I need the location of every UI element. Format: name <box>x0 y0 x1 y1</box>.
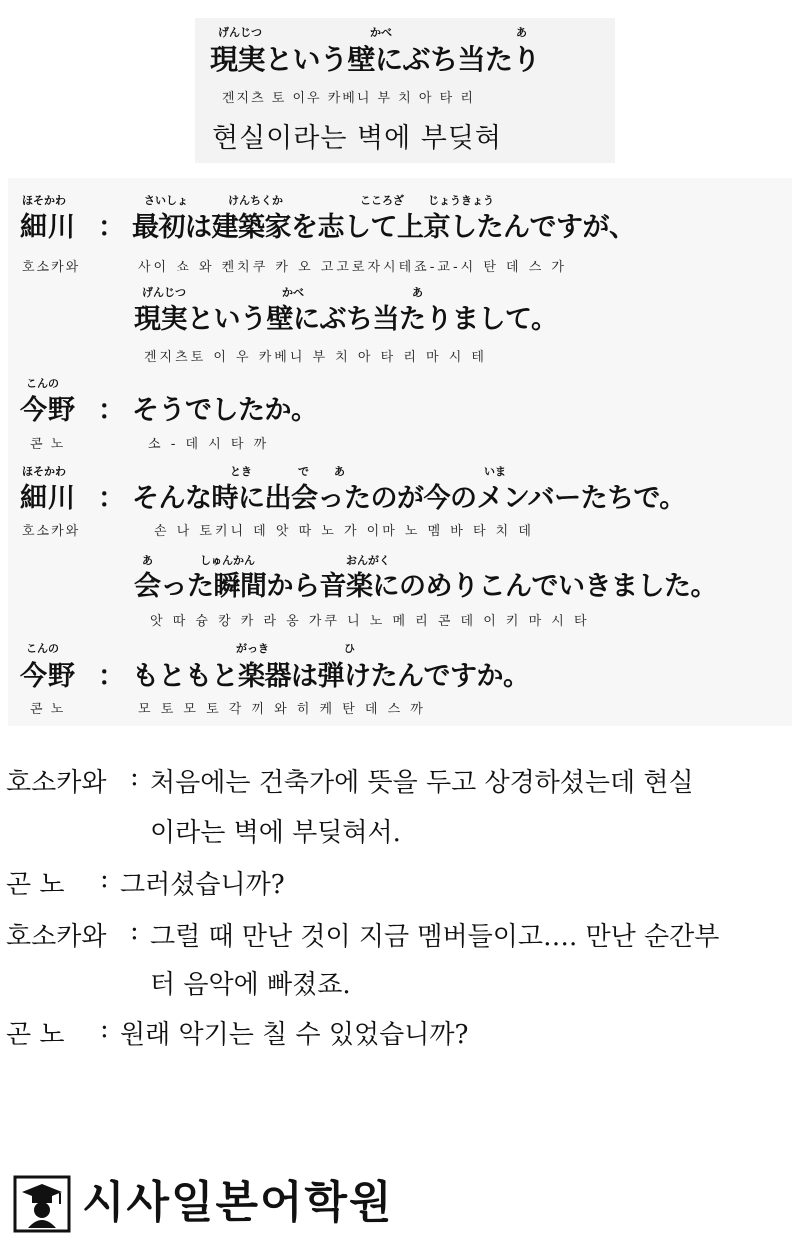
line-reading: 겐지츠토 이 우 카베니 부 치 아 타 리 마 시 테 <box>144 350 487 365</box>
dialogue-line: 最初は建築家を志して上京したんですが、 <box>132 212 636 243</box>
line-furigana: あ <box>142 554 153 567</box>
line-furigana: じょうきょう <box>428 194 494 207</box>
translation-line: 이라는 벽에 부딪혀서. <box>150 818 401 848</box>
heading-reading: 겐지츠 토 이우 카베니 부 치 아 타 리 <box>222 91 475 106</box>
speaker-colon: ： <box>98 661 125 692</box>
translation-line: 그러셨습니까? <box>120 870 285 900</box>
speaker-furigana: ほそかわ <box>22 194 66 207</box>
speaker-furigana: ほそかわ <box>22 465 66 478</box>
speaker-reading: 콘 노 <box>30 437 66 452</box>
line-reading: 소 - 데 시 타 까 <box>148 437 270 452</box>
speaker-name: 今野 <box>20 395 76 426</box>
line-furigana: で <box>298 465 309 478</box>
speaker-furigana: こんの <box>26 642 59 655</box>
translation-colon: : <box>130 762 139 792</box>
dialogue-line: 会った瞬間から音楽にのめりこんでいきました。 <box>134 571 717 602</box>
heading-korean: 현실이라는 벽에 부딪혀 <box>212 123 502 154</box>
speaker-reading: 호소카와 <box>22 260 81 275</box>
speaker-furigana: こんの <box>26 377 59 390</box>
heading-furigana-genjitsu: げんじつ <box>218 26 262 39</box>
translation-speaker: 호소카와 <box>6 922 107 952</box>
line-furigana: げんじつ <box>142 286 186 299</box>
line-furigana: かべ <box>282 286 304 299</box>
line-reading: 사이 쇼 와 켄치쿠 카 오 고고로자시테죠-교-시 탄 데 스 가 <box>138 260 567 275</box>
graduate-cap-icon <box>12 1172 72 1234</box>
speaker-name: 細川 <box>20 483 76 514</box>
line-furigana: おんがく <box>346 554 390 567</box>
speaker-colon: ： <box>98 483 125 514</box>
academy-logo-text: 시사일본어학원 <box>82 1177 394 1228</box>
translation-speaker: 호소카와 <box>6 768 107 798</box>
line-furigana: がっき <box>236 642 269 655</box>
line-furigana: とき <box>230 465 252 478</box>
line-reading: 앗 따 슝 캉 카 라 옹 가쿠 니 노 메 리 콘 데 이 키 마 시 타 <box>150 614 590 629</box>
heading-japanese: 現実という壁にぶち当たり <box>210 43 541 76</box>
line-reading: 손 나 토키니 데 앗 따 노 가 이마 노 멤 바 타 치 데 <box>154 524 534 539</box>
speaker-name: 細川 <box>20 212 76 243</box>
translation-speaker: 곤 노 <box>6 870 65 900</box>
speaker-reading: 콘 노 <box>30 702 66 717</box>
dialogue-line: もともと楽器は弾けたんですか。 <box>132 661 530 692</box>
translation-colon: : <box>100 864 109 894</box>
dialogue-line: 現実という壁にぶち当たりまして。 <box>134 304 558 335</box>
dialogue-line: そんな時に出会ったのが今のメンバーたちで。 <box>132 483 686 514</box>
translation-line: 터 음악에 빠졌죠. <box>150 970 351 1000</box>
line-furigana: しゅんかん <box>200 554 255 567</box>
line-furigana: さいしょ <box>144 194 188 207</box>
translation-line: 원래 악기는 칠 수 있었습니까? <box>120 1020 469 1050</box>
speaker-name: 今野 <box>20 661 76 692</box>
translation-line: 처음에는 건축가에 뜻을 두고 상경하셨는데 현실 <box>150 768 694 798</box>
line-furigana: こころざ <box>360 194 404 207</box>
line-reading: 모 토 모 토 각 끼 와 히 케 탄 데 스 까 <box>138 702 426 717</box>
translation-speaker: 곤 노 <box>6 1020 65 1050</box>
line-furigana: いま <box>484 465 506 478</box>
speaker-reading: 호소카와 <box>22 524 81 539</box>
heading-furigana-kabe: かべ <box>370 26 392 39</box>
speaker-colon: ： <box>98 212 125 243</box>
line-furigana: あ <box>412 286 423 299</box>
translation-line: 그럴 때 만난 것이 지금 멤버들이고…. 만난 순간부 <box>150 922 720 952</box>
speaker-colon: ： <box>98 395 125 426</box>
line-furigana: ひ <box>344 642 355 655</box>
heading-furigana-a: あ <box>516 26 527 39</box>
line-furigana: けんちくか <box>228 194 283 207</box>
translation-colon: : <box>130 916 139 946</box>
translation-colon: : <box>100 1014 109 1044</box>
dialogue-line: そうでしたか。 <box>132 395 318 426</box>
line-furigana: あ <box>334 465 345 478</box>
